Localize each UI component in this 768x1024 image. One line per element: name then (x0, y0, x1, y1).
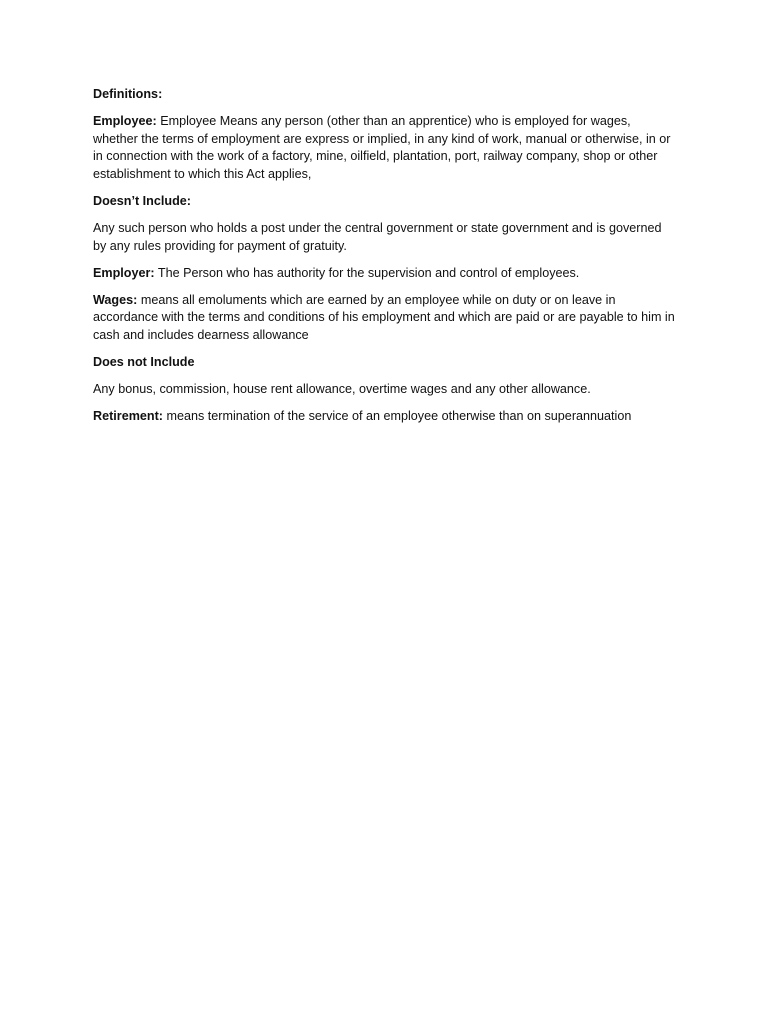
employee-term: Employee: (93, 114, 157, 129)
employer-text: The Person who has authority for the supervision and control of employees. (157, 265, 580, 280)
wages-text: means all emoluments which are earned by an employee while on duty or on leave in accordance with the terms and conditions of his employment and which are paid or are payable to him in cash and includes dearness allowance (93, 292, 675, 343)
wages-term: Wages: (93, 292, 138, 307)
employee-definition (93, 113, 675, 183)
employer-term: Employer: (93, 265, 155, 280)
document-page (93, 86, 675, 435)
definitions-heading: Definitions: (93, 87, 163, 101)
does-not-include-text: Any bonus, commission, house rent allowance, overtime wages and any other allowance. (93, 382, 591, 397)
doesnt-include-text: Any such person who holds a post under the central government or state government and is governed by any rules providing for payment of gratuity. (93, 221, 662, 253)
retirement-text: means termination of the service of an employee otherwise than on superannuation (166, 409, 632, 424)
doesnt-include-heading: Doesn’t Include: (93, 193, 191, 208)
retirement-term: Retirement: (93, 409, 163, 424)
retirement-definition (93, 408, 675, 426)
employer-definition (93, 265, 675, 283)
employee-text: Employee Means any person (other than an apprentice) who is employed for wages, whether the terms of employment are express or implied, in any kind of work, manual or otherwise, in or in connection with the work of a factory, mine, oilfield, plantation, port, railway company, shop or other establishment to which this Act applies, (93, 114, 671, 181)
wages-definition (93, 292, 675, 345)
does-not-include-heading: Does not Include (93, 355, 195, 370)
